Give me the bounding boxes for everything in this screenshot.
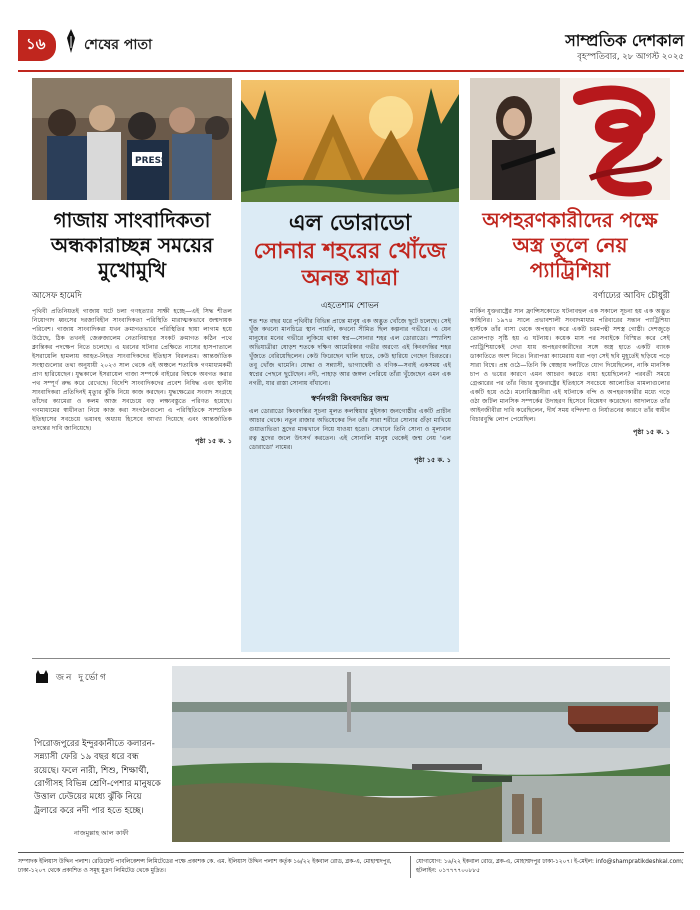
issue-date: বৃহস্পতিবার, ২৮ আগস্ট ২০২৫ xyxy=(577,52,684,62)
subhead-eldorado: স্বর্ণনগরী কিংবদন্তির জন্ম xyxy=(311,394,389,404)
river-photo xyxy=(172,666,670,842)
body-gaza: পৃথিবী প্রতিনিয়তই গাজায় ঘটে চলা গণহত্যার সাক্ষী হচ্ছে—এই সিদ্ধ শীতল নিয়োগাদ ধ্বংসের দরজাবিহীন সাংবাদিকতা পরিস্থিতি মারাত্মকভাবে জন্মদায়ক পরিবেশ। গাজায় সাংবাদিকরা যখন ক্রমাগতভাবে পরিস্থিতির ছায়া লাগাম হয়ে উঠেছে, ঠিক তখনই জেরুজালেম নেতানিয়াহুর সংকট ক্রমাগত কঠিন পথে ক্লান্তিকর পদক্ষেপ নিতে চলেছে। এ ধরনের ঘটনার প্রেক্ষিতে নাসের হাসপাতালে ইসরায়েলি হামলায় আহত-নিহত সাংবাদিকদের ইতিহাস বিরলতম। আন্তর্জাতিক সংস্থাগুলোর তথ্য অনুযায়ী ২০২৩ সাল থেকে এই অঞ্চলে শতাধিক গণমাধ্যমকর্মী প্রাণ হারিয়েছেন। যুদ্ধকালে ইসরায়েল গাজা সম্পর্কে বাইরের বিশ্বকে অবগত করার পথ সম্পূর্ণ রুদ্ধ করে রেখেছে। বিদেশি সাংবাদিকদের প্রবেশ নিষিদ্ধ এবং স্থানীয় সাংবাদিকরা প্রতিদিনই মৃত্যুর ঝুঁকি নিয়ে কাজ করছেন। যুদ্ধক্ষেত্রের সংবাদ সংগ্রহে তাঁদের ক্যামেরা ও কলম আজ সবচেয়ে বড় লক্ষ্যবস্তুতে পরিণত হয়েছে। গণমাধ্যমের স্বাধীনতা নিয়ে কাজ করা সংগঠনগুলো এ পরিস্থিতিকে সাম্প্রতিক ইতিহাসের সবচেয়ে ভয়াবহ অধ্যায় হিসেবে আখ্যা দিয়েছে এবং আন্তর্জাতিক তদন্তের দাবি জানিয়েছে। xyxy=(32,308,232,432)
pen-nib-icon xyxy=(64,28,78,54)
headline-eldorado-sub: সোনার শহরের খোঁজে অনন্ত যাত্রা xyxy=(253,238,447,291)
byline-gaza: আসেফ হামেদি xyxy=(32,291,82,301)
body-patricia: মার্কিন যুক্তরাষ্ট্রের সান ফ্রান্সিসকোতে ঘটনাবহুল এক সকালে সূচনা হয় এক অদ্ভুত কাহিনির। ১৯৭৪ সালে প্রভাবশালী সংবাদমাধ্যম পরিবারের সন্তান প্যাট্রিশিয়া হার্স্টকে তাঁর বাসা থেকে অপহরণ করে একটি চরমপন্থী সশস্ত্র গোষ্ঠী। দেশজুড়ে তোলপাড় সৃষ্টি হয় এ ঘটনায়। কয়েক মাস পর সবাইকে বিস্মিত করে সেই প্যাট্রিশিয়াকেই দেখা যায় অপহরণকারীদের সঙ্গে অস্ত্র হাতে একটি ব্যাংক ডাকাতিতে অংশ নিতে। নিরাপত্তা ক্যামেরায় ধরা পড়া সেই ছবি মুহূর্তেই ছড়িয়ে পড়ে সারা বিশ্বে। প্রশ্ন ওঠে—তিনি কি স্বেচ্ছায় দলটিতে যোগ দিয়েছিলেন, নাকি মানসিক চাপ ও ভয়ের কারণে এমন আচরণ করতে বাধ্য হয়েছিলেন? পরবর্তী সময়ে গ্রেপ্তারের পর তাঁর বিচার যুক্তরাষ্ট্রের ইতিহাসে সবচেয়ে আলোচিত মামলাগুলোর একটি হয়ে ওঠে। মনোবিজ্ঞানীরা এই ঘটনাকে বন্দি ও অপহরণকারীর মধ্যে গড়ে ওঠা জটিল মানসিক সম্পর্কের উদাহরণ হিসেবে বিশ্লেষণ করেছেন। আদালতে তাঁর আইনজীবীরা দাবি করেছিলেন, দীর্ঘ সময় বন্দিদশা ও নির্যাতনের কারণে তাঁর স্বাধীন বিচারবুদ্ধি লোপ পেয়েছিল। xyxy=(470,308,670,423)
footer-separator xyxy=(410,856,411,878)
patricia-photo xyxy=(470,78,670,200)
article-gaza xyxy=(32,78,232,447)
contact-line: যোগাযোগ: ১৬/২২ ইকবাল রোড, ব্লক-এ, মোহাম্মদপুর ঢাকা-১২০৭। ই-মেইল: info@shampratikdeshkal.com; হটলাইন: ০১৭৭৭৭০০৮৮৫ xyxy=(416,859,684,874)
photo-section-title: জন দুর্ভোগ xyxy=(56,673,108,683)
cat-silhouette-icon xyxy=(34,668,50,684)
headline-eldorado-main: এল ডোরাডো xyxy=(288,211,412,236)
gaza-photo xyxy=(32,78,232,200)
page-number: ১৬ xyxy=(18,30,56,61)
photo-credit: নাজমুল্লাহ আল কাফী xyxy=(74,829,129,837)
photo-caption: পিরোজপুরের ইন্দুরকানীতে কলারন-সন্ন্যাসী ফেরি ১৯ বছর ধরে বন্ধ রয়েছে। ফলে নারী, শিশু, শিক্ষার্থী, রোগীসহ বিভিন্ন শ্রেণি-পেশার মানুষকে উত্তাল ঢেউয়ের মধ্যে ঝুঁকি নিয়ে ট্রলারে করে নদী পার হতে হচ্ছে। xyxy=(34,739,161,816)
section-title: শেষের পাতা xyxy=(84,37,153,53)
header-rule xyxy=(18,70,684,72)
byline-patricia: বর্ণাঢ্যের আবিদ চৌধুরী xyxy=(593,291,670,301)
imprint-line: সম্পাদক ইলিয়াস উদ্দিন পলাশ। রেডিয়েন্ট পাবলিকেশন্স লিমিটেডের পক্ষে প্রকাশক কে. এম. ইলিয়াস উদ্দিন পলাশ কর্তৃক ১৬/২২ ইকবাল রোড, ব্লক-এ, মোহাম্মদপুর, ঢাকা-১২০৭ থেকে প্রকাশিত ও সমূহ মুদ্রণ লিমিটেড থেকে মুদ্রিত। xyxy=(18,859,392,874)
masthead xyxy=(18,28,684,68)
body-eldorado-1: শত শত বছর ধরে পৃথিবীর বিভিন্ন প্রান্তে মানুষ এক অদ্ভুত খোঁজে ছুটে চলেছে। সেই খুঁজ কখনো মানচিত্রে স্থান পায়নি, কখনো সীমিত ছিল কল্পনার গভীরে। এ যেন মানুষের মনের গভীরে লুকিয়ে থাকা স্বপ্ন—সোনার শহর এল ডোরাডো। স্প্যানিশ অভিযাত্রীরা ষোড়শ শতকে দক্ষিণ আমেরিকার গভীর অরণ্যে এই কিংবদন্তির শহর খুঁজতে বেরিয়েছিলেন। কেউ ফিরেছেন খালি হাতে, কেউ হারিয়ে গেছেন চিরতরে। তবু খোঁজ থামেনি। যোদ্ধা ও সন্ন্যাসী, ভাগ্যান্বেষী ও বণিক—সবাই একসময় এই স্বপ্নের পেছনে ছুটেছেন। নদী, পাহাড় আর জঙ্গল পেরিয়ে তাঁরা খুঁজেছেন এমন এক নগরী, যার রাস্তা সোনায় বাঁধানো। xyxy=(249,317,451,388)
headline-gaza: গাজায় সাংবাদিকতা অন্ধকারাচ্ছন্ন সময়ের মুখোমুখি xyxy=(50,208,214,282)
headline-eldorado xyxy=(241,210,459,293)
byline-eldorado: এহতেশাম শোভন xyxy=(321,300,379,311)
body-eldorado-2: এল ডোরাডো কিংবদন্তির সূচনা মূলত কলম্বিয়ার মুইসকা জনগোষ্ঠীর একটি প্রাচীন আচার থেকে। নতুন রাজার অভিষেকের দিন তাঁর সারা শরীরে সোনার গুঁড়া মাখিয়ে গুয়াতাভিতা হ্রদের মাঝখানে নিয়ে যাওয়া হতো। সেখানে তিনি সোনা ও মূল্যবান রত্ন হ্রদের জলে উৎসর্গ করতেন। এই সোনালি মানুষ থেকেই জন্ম নেয় 'এল ডোরাডো' নামের। xyxy=(249,408,451,452)
article-eldorado xyxy=(241,80,459,652)
article-patricia xyxy=(470,78,670,438)
section-divider xyxy=(32,658,670,659)
headline-patricia: অপহরণকারীদের পক্ষে অস্ত্র তুলে নেয় প্যাট্রিশিয়া xyxy=(482,208,658,282)
footer-rule xyxy=(18,852,684,853)
svg-text:PRESS: PRESS xyxy=(135,156,168,166)
jump-eldorado: পৃষ্ঠা ১৫ ক. ১ xyxy=(414,456,451,465)
newspaper-name: সাম্প্রতিক দেশকাল xyxy=(565,31,684,50)
jump-gaza: পৃষ্ঠা ১৫ ক. ১ xyxy=(195,436,232,445)
eldorado-photo xyxy=(241,80,459,202)
jump-patricia: পৃষ্ঠা ১৫ ক. ১ xyxy=(633,427,670,436)
